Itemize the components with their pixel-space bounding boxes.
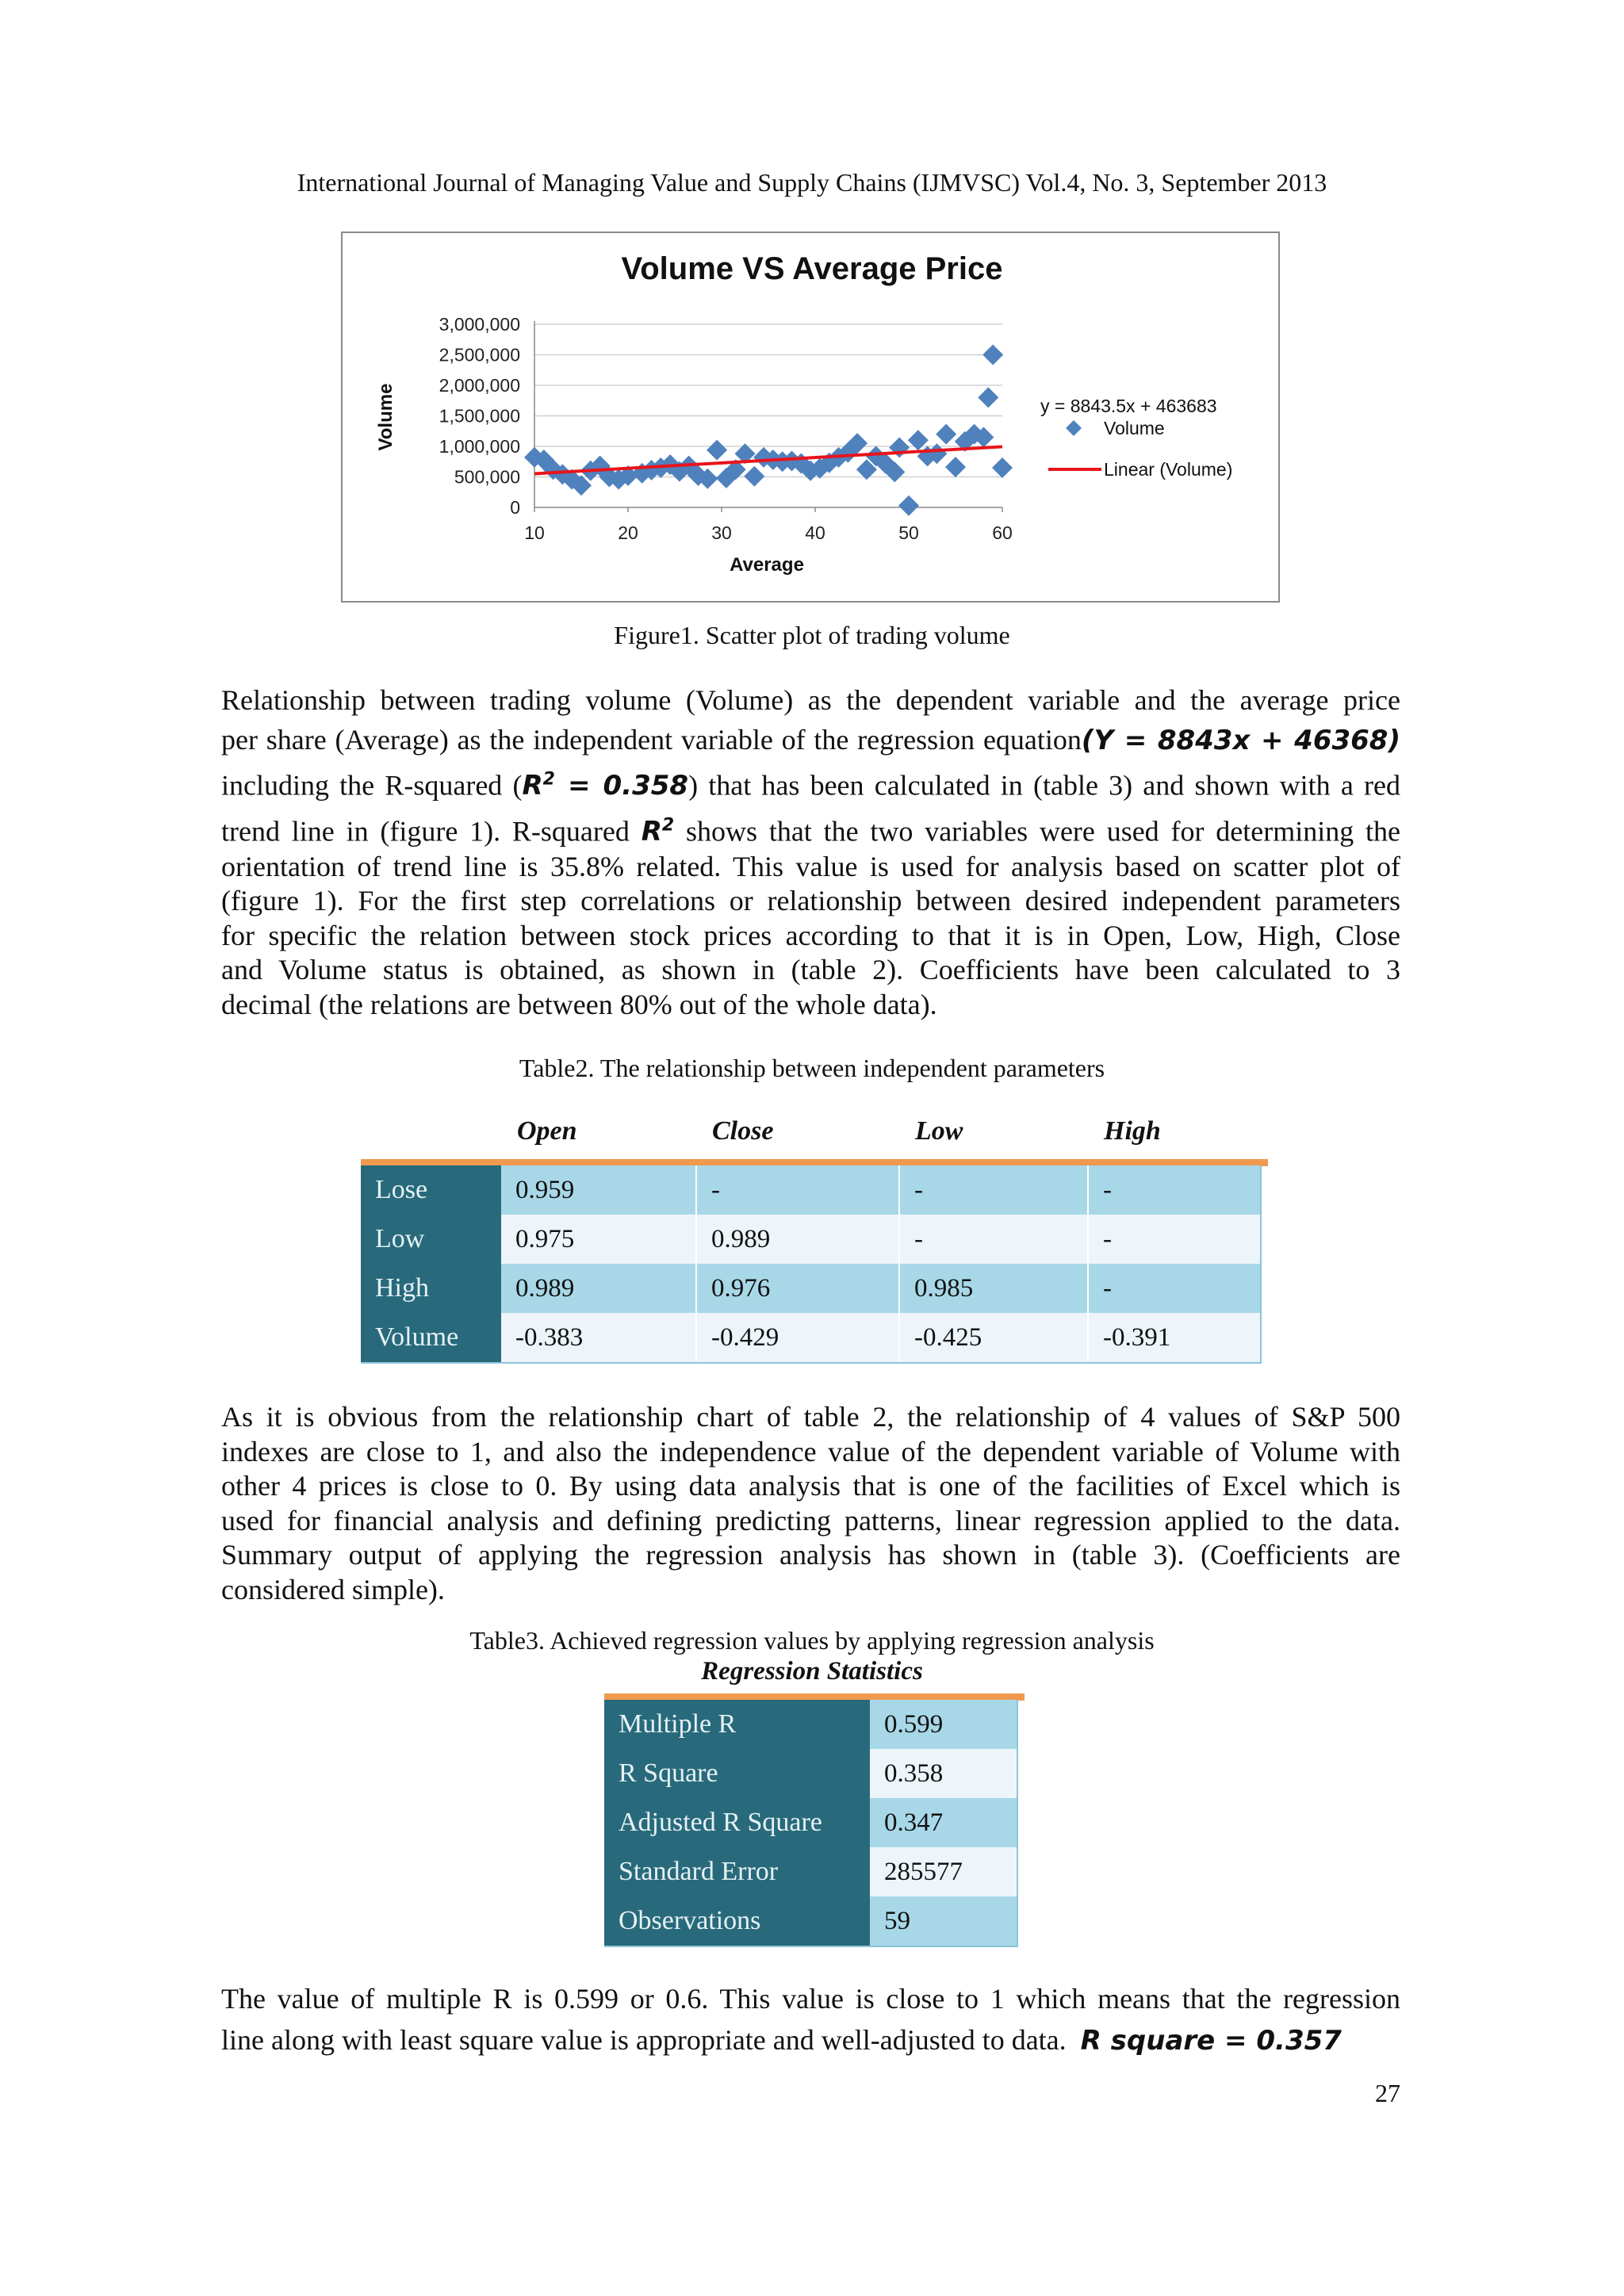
page-number: 27 xyxy=(1375,2079,1400,2107)
legend-volume-marker xyxy=(1066,420,1082,436)
x-tick-label: 30 xyxy=(711,522,732,543)
t3-row-label: Standard Error xyxy=(604,1847,870,1896)
table-3 xyxy=(604,1700,1018,1947)
t3-cell: 0.599 xyxy=(870,1700,1017,1749)
p1-line-1: Relationship between trading volume (Volume) as the dependent variable and the average price xyxy=(221,684,1400,716)
equation-r-squared xyxy=(522,770,688,802)
p1-line-4 xyxy=(221,809,1400,850)
t3-cell: 59 xyxy=(870,1896,1017,1946)
x-tick-label: 10 xyxy=(524,522,545,543)
t2-cell: -0.383 xyxy=(501,1313,697,1362)
eq3-sup: 2 xyxy=(661,815,675,836)
p3-line-2-text: line along with least square value is appropriate and well-adjusted to data. xyxy=(221,2023,1067,2056)
table-2-caption: Table2. The relationship between independent parameters xyxy=(519,1054,1105,1082)
y-tick-label: 2,000,000 xyxy=(439,375,520,396)
p2-line-6: considered simple). xyxy=(221,1573,445,1605)
t3-row-label: Adjusted R Square xyxy=(604,1798,870,1847)
x-tick-label: 20 xyxy=(618,522,638,543)
t2-col-close: Close xyxy=(712,1116,774,1146)
p1-line-4a: trend line in (figure 1). R-squared xyxy=(221,815,642,848)
equation-regression: (Y = 8843x + 46368) xyxy=(1081,724,1400,756)
p2-line-4: used for financial analysis and defining predicting patterns, linear regression applied to the data. xyxy=(221,1504,1400,1536)
legend-linear-label: Linear (Volume) xyxy=(1104,459,1233,480)
t2-cell: - xyxy=(1089,1264,1260,1313)
t2-cell: 0.985 xyxy=(900,1264,1089,1313)
t2-col-low: Low xyxy=(915,1116,963,1146)
y-tick-label: 0 xyxy=(510,497,520,518)
p1-line-5: orientation of trend line is 35.8% related. This value is used for analysis based on scatter plot of xyxy=(221,850,1400,882)
scatter-chart xyxy=(343,233,1278,601)
equation-r2-symbol xyxy=(642,816,675,848)
data-point xyxy=(936,424,956,445)
y-tick-label: 3,000,000 xyxy=(439,314,520,335)
eq3-base: R xyxy=(641,816,662,848)
data-point xyxy=(744,466,764,487)
p1-line-4b: shows that the two variables were used for determining the xyxy=(674,815,1401,848)
t2-cell: 0.989 xyxy=(501,1264,697,1313)
chart-axes xyxy=(534,321,1002,512)
y-axis-label: Volume xyxy=(375,383,396,451)
x-tick-label: 40 xyxy=(805,522,825,543)
t2-row-label: Low xyxy=(361,1215,501,1264)
t2-cell: - xyxy=(1089,1215,1260,1264)
p2-line-5: Summary output of applying the regression analysis has shown in (table 3). (Coefficients are xyxy=(221,1539,1400,1571)
t2-row-label: Lose xyxy=(361,1165,501,1215)
t2-cell: - xyxy=(900,1165,1089,1215)
t2-cell: - xyxy=(697,1165,900,1215)
t2-cell: 0.976 xyxy=(697,1264,900,1313)
data-point xyxy=(982,345,1003,365)
paragraph-1 xyxy=(221,683,1400,1022)
t3-row-label: Observations xyxy=(604,1896,870,1946)
t3-row-label: R Square xyxy=(604,1749,870,1798)
x-tick-labels xyxy=(524,522,1013,543)
data-point xyxy=(945,457,966,477)
t2-cell: -0.391 xyxy=(1089,1313,1260,1362)
data-point xyxy=(889,438,910,458)
p1-line-2-text: per share (Average) as the independent variable of the regression equation xyxy=(221,723,1082,756)
paragraph-2 xyxy=(221,1400,1400,1607)
figure-1-frame xyxy=(341,232,1280,603)
t2-cell: - xyxy=(900,1215,1089,1264)
p1-line-9: decimal (the relations are between 80% out of the whole data). xyxy=(221,988,937,1020)
scatter-points xyxy=(524,345,1013,516)
table-2 xyxy=(361,1165,1262,1364)
p2-line-3: other 4 prices is close to 0. By using data analysis that is one of the facilities of Excel which is xyxy=(221,1470,1400,1502)
t3-cell: 0.347 xyxy=(870,1798,1017,1847)
t2-cell: 0.959 xyxy=(501,1165,697,1215)
t2-cell: 0.989 xyxy=(697,1215,900,1264)
equation-r-square-value: R square = 0.357 xyxy=(1080,2024,1342,2057)
p1-line-6: (figure 1). For the first step correlations or relationship between desired independent parameters xyxy=(221,885,1400,917)
t3-row-label: Multiple R xyxy=(604,1700,870,1749)
p1-line-3a: including the R-squared ( xyxy=(221,769,523,802)
y-tick-label: 2,500,000 xyxy=(439,344,520,365)
trendline-equation: y = 8843.5x + 463683 xyxy=(1040,396,1217,416)
chart-title: Volume VS Average Price xyxy=(621,251,1003,286)
t2-cell: -0.425 xyxy=(900,1313,1089,1362)
p1-line-2 xyxy=(221,723,1400,759)
y-tick-label: 1,500,000 xyxy=(439,405,520,427)
table-3-subtitle: Regression Statistics xyxy=(701,1657,923,1686)
t2-col-open: Open xyxy=(517,1116,577,1146)
y-tick-label: 1,000,000 xyxy=(439,436,520,457)
p1-line-8: and Volume status is obtained, as shown in (table 2). Coefficients have been calculated to 3 xyxy=(221,954,1400,986)
x-tick-label: 50 xyxy=(898,522,919,543)
legend-volume-label: Volume xyxy=(1104,418,1165,438)
figure-1-caption: Figure1. Scatter plot of trading volume xyxy=(614,621,1010,649)
t2-row-label: Volume xyxy=(361,1313,501,1362)
y-tick-label: 500,000 xyxy=(454,466,520,488)
eq2-base: R xyxy=(522,770,543,802)
t3-cell: 0.358 xyxy=(870,1749,1017,1798)
p1-line-3 xyxy=(221,763,1400,804)
t2-cell: -0.429 xyxy=(697,1313,900,1362)
t2-col-high: High xyxy=(1104,1116,1161,1146)
eq2-rest: = 0.358 xyxy=(554,770,689,802)
journal-header: International Journal of Managing Value and Supply Chains (IJMVSC) Vol.4, No. 3, September 2013 xyxy=(297,168,1327,197)
p1-line-7: for specific the relation between stock prices according to that it is in Open, Low, High, Close xyxy=(221,919,1400,951)
x-tick-label: 60 xyxy=(992,522,1013,543)
data-point xyxy=(992,457,1013,478)
table-3-caption: Table3. Achieved regression values by applying regression analysis xyxy=(469,1626,1155,1655)
x-axis-label: Average xyxy=(730,554,804,576)
t2-row-label: High xyxy=(361,1264,501,1313)
y-tick-labels xyxy=(439,314,520,518)
eq2-sup: 2 xyxy=(542,770,555,790)
t2-cell: - xyxy=(1089,1165,1260,1215)
t3-cell: 285577 xyxy=(870,1847,1017,1896)
p2-line-2: indexes are close to 1, and also the independence value of the dependent variable of Volume with xyxy=(221,1435,1400,1468)
p3-line-1: The value of multiple R is 0.599 or 0.6. This value is close to 1 which means that the regression xyxy=(221,1983,1400,2015)
t2-cell: 0.975 xyxy=(501,1215,697,1264)
p2-line-1: As it is obvious from the relationship chart of table 2, the relationship of 4 values of S&P 500 xyxy=(221,1401,1400,1433)
data-point xyxy=(978,387,998,408)
paragraph-3 xyxy=(221,1982,1400,2058)
data-point xyxy=(908,430,929,450)
data-point xyxy=(707,440,727,461)
p3-line-2 xyxy=(221,2023,1400,2059)
p1-line-3b: ) that has been calculated in (table 3) and shown with a red xyxy=(688,769,1400,802)
data-point xyxy=(898,496,919,516)
